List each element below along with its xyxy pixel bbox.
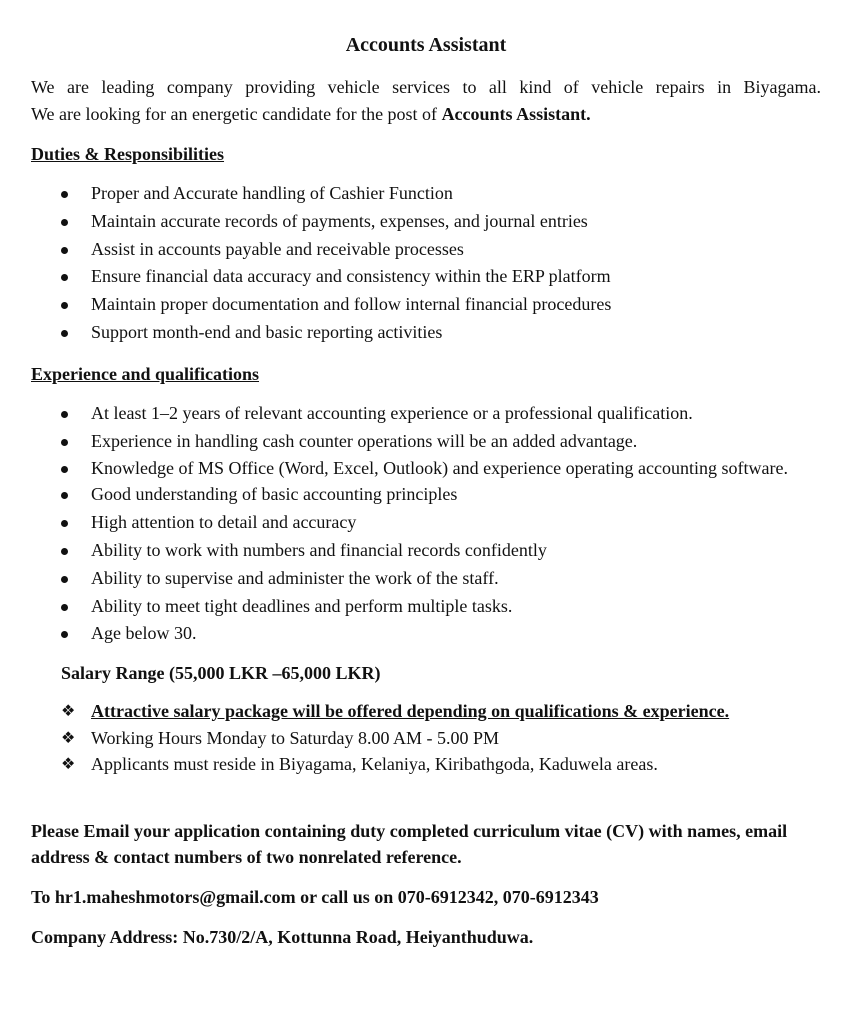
intro-line-2 <box>31 101 821 128</box>
duty-text: Maintain proper documentation and follow internal financial procedures <box>91 294 612 315</box>
qualification-text: At least 1–2 years of relevant accounting experience or a professional qualification. <box>91 402 693 423</box>
bullet-dot-icon <box>61 576 68 583</box>
bullet-dot-icon <box>61 520 68 527</box>
four-diamond-bullet-icon: ❖ <box>61 701 76 721</box>
salary-range: Salary Range (55,000 LKR –65,000 LKR) <box>61 663 381 684</box>
duty-text: Proper and Accurate handling of Cashier Function <box>91 183 453 203</box>
highlight-text: Working Hours Monday to Saturday 8.00 AM - 5.00 PM <box>91 727 500 748</box>
list-item <box>31 208 821 236</box>
company-address: Company Address: No.730/2/A, Kottunna Road, Heiyanthuduwa. <box>31 926 534 947</box>
duty-text: Maintain accurate records of payments, expenses, and journal entries <box>91 210 588 231</box>
list-item <box>31 509 821 537</box>
list-item <box>31 481 821 509</box>
bullet-dot-icon <box>61 492 68 499</box>
list-item <box>31 180 821 208</box>
intro-paragraph <box>31 74 821 128</box>
application-instructions: Please Email your application containing duty completed curriculum vitae (CV) with names, email address & contact numbers of two nonrelated reference. <box>31 820 788 867</box>
highlight-text: Applicants must reside in Biyagama, Kelaniya, Kiribathgoda, Kaduwela areas. <box>91 754 658 775</box>
highlights-list <box>31 698 821 778</box>
experience-heading: Experience and qualifications <box>31 363 260 384</box>
bullet-dot-icon <box>61 466 68 473</box>
experience-list <box>31 400 821 648</box>
duties-list <box>31 180 821 347</box>
bullet-dot-icon <box>61 411 68 418</box>
duty-text: Support month-end and basic reporting activities <box>91 321 443 342</box>
page-title: Accounts Assistant <box>345 34 507 56</box>
qualification-text: Ability to meet tight deadlines and perform multiple tasks. <box>91 595 513 616</box>
four-diamond-bullet-icon: ❖ <box>61 727 76 747</box>
list-item <box>31 291 821 319</box>
intro-line-1: We are leading company providing vehicle services to all kind of vehicle repairs in Biyagama. <box>31 77 821 97</box>
qualification-text: Ability to supervise and administer the work of the staff. <box>91 567 499 588</box>
list-item <box>31 319 821 347</box>
qualification-text: Good understanding of basic accounting principles <box>91 484 458 505</box>
list-item <box>31 236 821 264</box>
bullet-dot-icon <box>61 548 68 555</box>
bullet-dot-icon <box>61 330 68 337</box>
qualification-text: High attention to detail and accuracy <box>91 512 357 533</box>
list-item <box>31 537 821 565</box>
list-item <box>31 565 821 593</box>
bullet-dot-icon <box>61 439 68 446</box>
list-item <box>31 593 821 621</box>
qualification-text: Age below 30. <box>91 623 197 644</box>
list-item <box>31 455 821 481</box>
bullet-dot-icon <box>61 219 68 226</box>
intro-line-2-text: We are looking for an energetic candidate for the post of <box>31 104 442 124</box>
bullet-dot-icon <box>61 191 68 198</box>
contact-details: To hr1.maheshmotors@gmail.com or call us on 070-6912342, 070-6912343 <box>31 886 599 907</box>
list-item <box>31 400 821 428</box>
duties-heading: Duties & Responsibilities <box>31 144 225 164</box>
bullet-dot-icon <box>61 604 68 611</box>
highlight-text: Attractive salary package will be offered depending on qualifications & experience. <box>91 701 730 722</box>
list-item <box>31 428 821 456</box>
intro-post-name: Accounts Assistant. <box>441 104 591 124</box>
bullet-dot-icon <box>61 631 68 638</box>
list-item <box>31 620 821 648</box>
qualification-text: Ability to work with numbers and financial records confidently <box>91 539 547 560</box>
list-item <box>31 751 821 778</box>
bullet-dot-icon <box>61 302 68 309</box>
qualification-text: Knowledge of MS Office (Word, Excel, Outlook) and experience operating accounting software. <box>91 458 788 479</box>
qualification-text: Experience in handling cash counter operations will be an added advantage. <box>91 430 638 451</box>
bullet-dot-icon <box>61 274 68 281</box>
four-diamond-bullet-icon: ❖ <box>61 754 76 774</box>
bullet-dot-icon <box>61 247 68 254</box>
job-advertisement <box>31 30 821 950</box>
list-item <box>31 698 821 725</box>
list-item <box>31 725 821 752</box>
duty-text: Ensure financial data accuracy and consistency within the ERP platform <box>91 266 611 287</box>
list-item <box>31 263 821 291</box>
duty-text: Assist in accounts payable and receivable processes <box>91 238 464 259</box>
